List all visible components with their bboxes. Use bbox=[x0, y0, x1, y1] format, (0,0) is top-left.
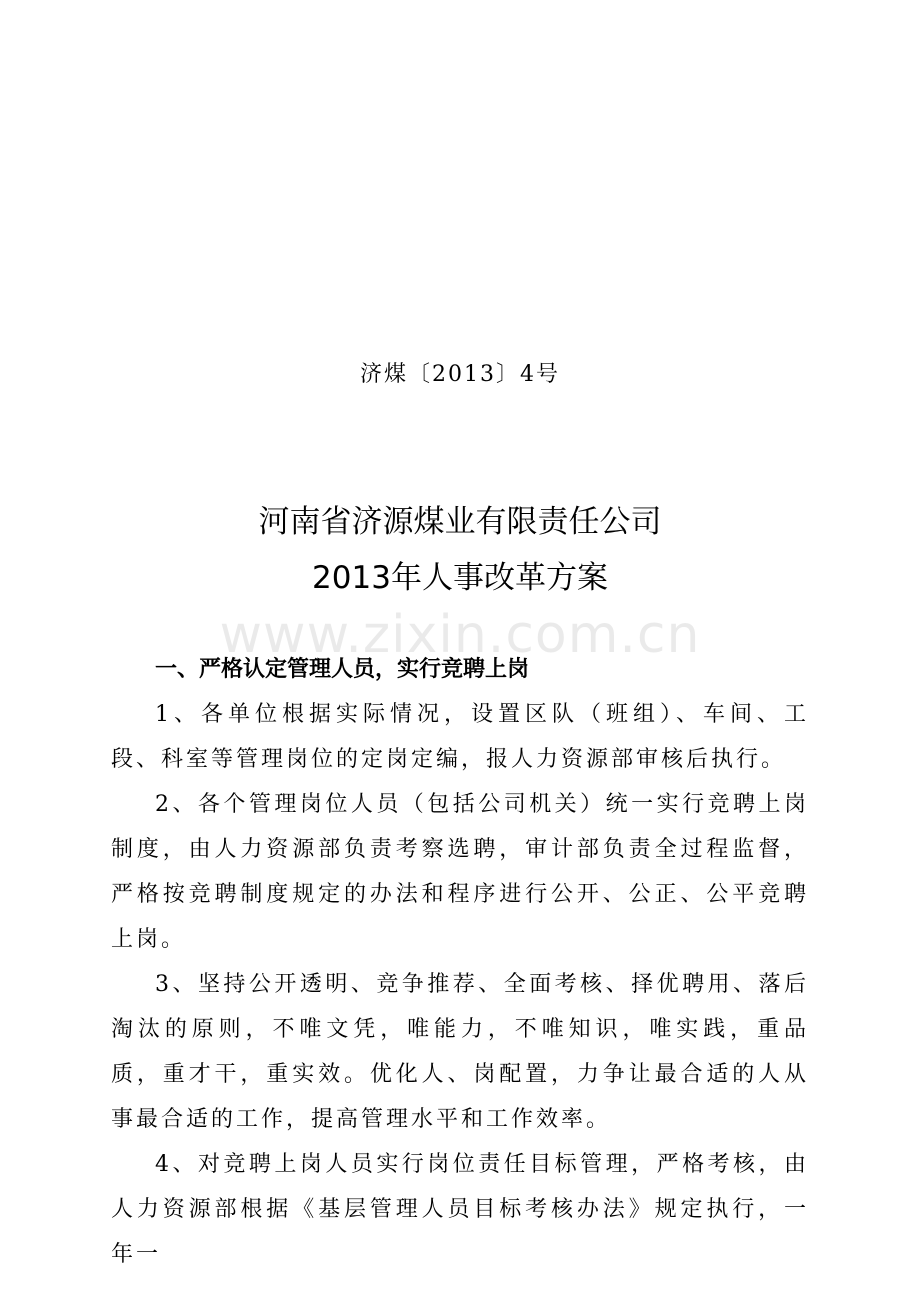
document-body bbox=[111, 647, 809, 1277]
watermark: www.zixin.com.cn bbox=[219, 605, 701, 665]
title-line-plan: 2013年人事改革方案 bbox=[312, 560, 608, 596]
paragraph-3: 3、坚持公开透明、竞争推荐、全面考核、择优聘用、落后淘汰的原则，不唯文凭，唯能力，不唯知识，唯实践，重品质，重才干，重实效。优化人、岗配置，力争让最合适的人从事最合适的工作，提高管理水平和工作效率。 bbox=[111, 972, 809, 1132]
document-title bbox=[0, 494, 920, 606]
paragraph-2: 2、各个管理岗位人员（包括公司机关）统一实行竞聘上岗制度，由人力资源部负责考察选聘，审计部负责全过程监督，严格按竞聘制度规定的办法和程序进行公开、公正、公平竞聘上岗。 bbox=[111, 792, 809, 952]
paragraph-4: 4、对竞聘上岗人员实行岗位责任目标管理，严格考核，由人力资源部根据《基层管理人员目标考核办法》规定执行，一年一 bbox=[111, 1152, 809, 1267]
section-heading: 一、严格认定管理人员，实行竞聘上岗 bbox=[155, 657, 530, 682]
document-number: 济煤〔2013〕4号 bbox=[360, 362, 560, 387]
paragraph-1: 1、各单位根据实际情况，设置区队（班组）、车间、工段、科室等管理岗位的定岗定编，报人力资源部审核后执行。 bbox=[111, 702, 809, 772]
title-line-company: 河南省济源煤业有限责任公司 bbox=[258, 504, 662, 540]
